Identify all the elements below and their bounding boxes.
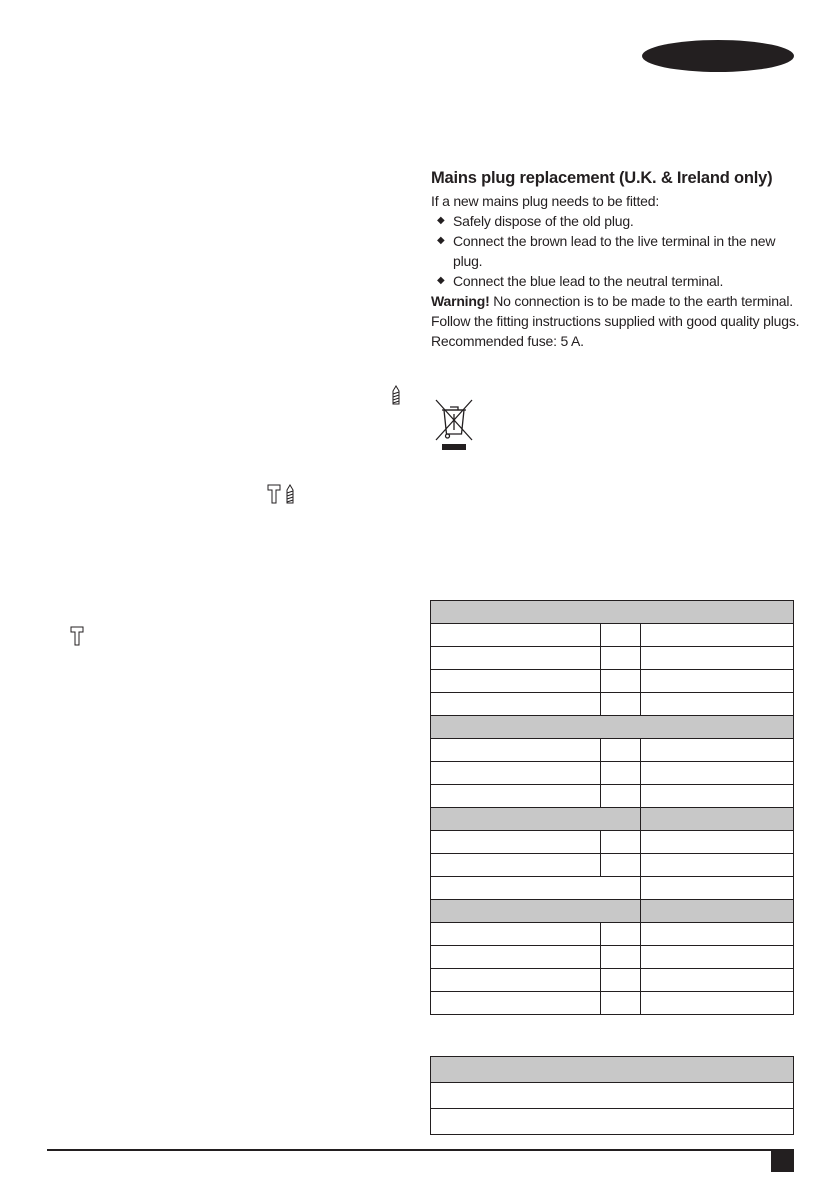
hammer-mode-icon: [69, 626, 85, 646]
table-row: [431, 647, 794, 670]
table-row: [431, 1083, 794, 1109]
table-row: [431, 762, 794, 785]
intro-text: If a new mains plug needs to be fitted:: [431, 193, 660, 209]
drill-mode-icon: [390, 385, 402, 405]
table-row: [431, 624, 794, 647]
table-header-row: [431, 601, 794, 624]
table-row: [431, 785, 794, 808]
list-item: ◆ Connect the brown lead to the live terminal in the new plug.: [437, 233, 776, 269]
table-row: [431, 969, 794, 992]
table-row: [431, 923, 794, 946]
table-row: [431, 992, 794, 1015]
page-number-box: [771, 1150, 794, 1172]
bullet-icon: ◆: [437, 235, 445, 246]
table-row: [431, 877, 794, 900]
crossed-out-wheelie-bin-icon: [434, 396, 474, 452]
bullet-icon: ◆: [437, 275, 445, 286]
table-row: [431, 1109, 794, 1135]
fitting-note: Follow the fitting instructions supplied with good quality plugs.: [431, 313, 800, 329]
list-item: ◆ Safely dispose of the old plug.: [437, 213, 634, 229]
table-header-row: [431, 900, 794, 923]
table-row: [431, 739, 794, 762]
language-tab: [642, 40, 794, 72]
table-row: [431, 831, 794, 854]
table-header-row: [431, 1057, 794, 1083]
table-header-row: [431, 808, 794, 831]
table-header-row: [431, 716, 794, 739]
table-row: [431, 946, 794, 969]
footer-divider: [47, 1149, 794, 1151]
hammer-mode-icon: [266, 484, 282, 504]
drill-mode-icon: [284, 484, 296, 504]
mains-plug-section: [431, 168, 801, 351]
list-item: ◆ Connect the blue lead to the neutral terminal.: [437, 273, 724, 289]
fuse-note: Recommended fuse: 5 A.: [431, 333, 584, 349]
warning-label: Warning!: [431, 293, 490, 309]
instruction-list: [431, 211, 801, 291]
warning-text: Warning! No connection is to be made to the earth terminal.: [431, 293, 793, 309]
section-heading: Mains plug replacement (U.K. & Ireland only): [431, 169, 773, 187]
table-row: [431, 670, 794, 693]
table-row: [431, 693, 794, 716]
table-row: [431, 854, 794, 877]
bullet-icon: ◆: [437, 215, 445, 226]
technical-data-table: [430, 600, 794, 1015]
vibration-note-table: [430, 1056, 794, 1135]
